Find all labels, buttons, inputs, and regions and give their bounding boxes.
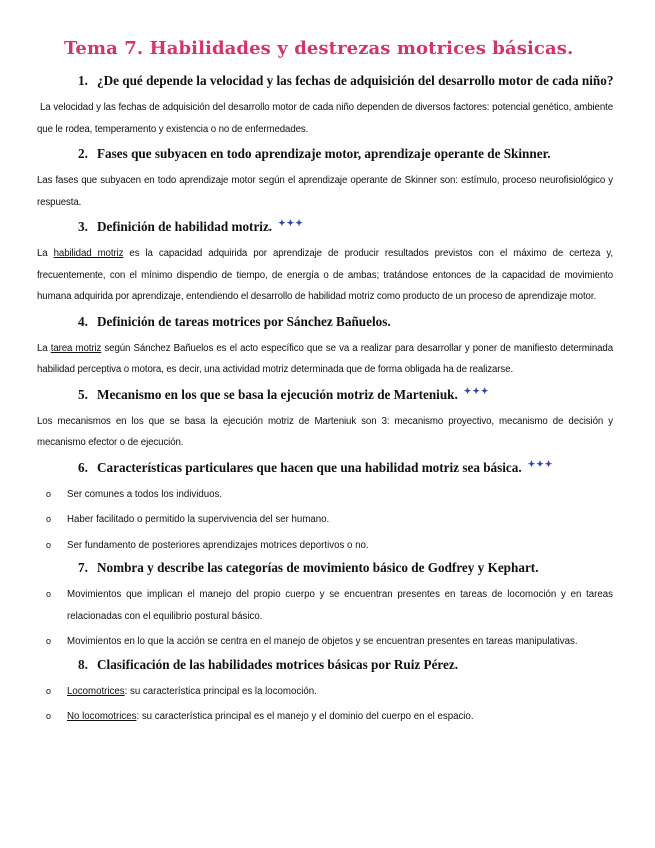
paragraph-prefix: La — [37, 248, 54, 259]
bullet-icon: o — [46, 514, 52, 524]
bullet-icon: o — [46, 589, 52, 599]
list-item-text: Movimientos que implican el manejo del propio cuerpo y se encuentran presentes en tareas de locomoción y en tareas relacionadas con el equilibrio postural básico. — [67, 589, 613, 622]
underlined-term: habilidad motriz — [53, 248, 124, 259]
star-icon: ✦✦✦ — [527, 458, 554, 469]
list-item — [46, 681, 613, 703]
list-item — [46, 484, 613, 506]
answer-paragraph-4 — [37, 338, 613, 381]
bullet-icon: o — [46, 636, 52, 646]
question-heading-4 — [78, 314, 613, 330]
paragraph-prefix: La — [37, 342, 51, 354]
question-heading-3 — [78, 219, 613, 235]
list-item-description: : su característica principal es el manejo y el dominio del cuerpo en el espacio. — [136, 711, 474, 722]
question-number: 5. — [78, 386, 88, 402]
underlined-term: No locomotrices — [67, 711, 137, 722]
question-heading-7 — [78, 560, 613, 576]
question-text: Nombra y describe las categorías de movimiento básico de Godfrey y Kephart. — [97, 560, 539, 575]
list-item-description: : su característica principal es la locomoción. — [124, 685, 317, 697]
question-text: Características particulares que hacen que una habilidad motriz sea básica. — [97, 459, 522, 475]
question-text: Clasificación de las habilidades motrices básicas por Ruiz Pérez. — [97, 656, 459, 672]
question-heading-1 — [78, 73, 613, 89]
question-text: Definición de habilidad motriz. — [97, 219, 273, 234]
question-number: 2. — [78, 146, 88, 161]
underlined-term: Locomotrices — [67, 685, 125, 697]
list-item — [46, 584, 613, 627]
answer-paragraph-3 — [37, 243, 613, 308]
list-item-text: Haber facilitado o permitido la supervivencia del ser humano. — [67, 514, 330, 525]
bullet-icon: o — [46, 685, 52, 696]
question-number: 3. — [78, 219, 88, 234]
star-icon: ✦✦✦ — [278, 218, 304, 228]
question-number: 8. — [78, 656, 88, 672]
answer-paragraph-5: Los mecanismos en los que se basa la ejecución motriz de Marteniuk son 3: mecanismo proyectivo, mecanismo de decisión y mecanismo efector o de ejecución. — [37, 415, 613, 448]
question-text: Fases que subyacen en todo aprendizaje motor, aprendizaje operante de Skinner. — [97, 146, 551, 161]
bullet-list-7 — [46, 584, 613, 653]
bullet-list-6 — [46, 484, 613, 557]
bullet-list-8 — [46, 681, 613, 728]
list-item-text: Movimientos en lo que la acción se centra en el manejo de objetos y se encuentran presentes en tareas manipulativas. — [67, 636, 578, 647]
question-heading-6 — [78, 460, 613, 476]
list-item — [46, 631, 613, 653]
list-item — [46, 509, 613, 531]
list-item — [46, 706, 613, 728]
answer-paragraph-1: La velocidad y las fechas de adquisición del desarrollo motor de cada niño dependen de diversos factores: potencial genético, ambiente que le rodea, temperamento y existencia o no de enfermedades. — [37, 102, 613, 135]
answer-paragraph-2: Las fases que subyacen en todo aprendizaje motor según el aprendizaje operante de Skinner son: estímulo, proceso neurofisiológico y respuesta. — [37, 175, 613, 208]
paragraph-text: según Sánchez Bañuelos es el acto específico que se va a realizar para desarrollar y poner de manifiesto determinada habilidad perceptiva o motora, es decir, una actividad motriz determinada que de forma obligada ha de realizarse. — [37, 342, 613, 375]
list-item — [46, 535, 613, 557]
list-item-text — [67, 706, 613, 728]
question-text: ¿De qué depende la velocidad y las fechas de adquisición del desarrollo motor de cada niño? — [97, 73, 614, 88]
star-icon: ✦✦✦ — [463, 385, 490, 396]
list-item-text — [67, 681, 613, 703]
question-number: 1. — [78, 73, 88, 88]
underlined-term: tarea motriz — [50, 342, 102, 354]
question-text: Mecanismo en los que se basa la ejecución motriz de Marteniuk. — [97, 386, 458, 402]
question-number: 6. — [78, 459, 88, 475]
question-heading-2 — [78, 146, 613, 162]
bullet-icon: o — [46, 539, 52, 550]
question-text: Definición de tareas motrices por Sánchez Bañuelos. — [97, 313, 391, 329]
question-number: 4. — [78, 313, 88, 329]
question-heading-5 — [78, 387, 613, 403]
paragraph-text: es la capacidad adquirida por aprendizaje de producir resultados previstos con el máximo de certeza y, frecuentemente, con el mínimo dispendio de tiempo, de energía o de ambas; tratándose entonces de la capacidad de movimiento humana adquirida por aprendizaje, entendiendo el desarrollo de habilidad motriz como producto de un proceso de aprendizaje motor. — [37, 248, 614, 302]
question-number: 7. — [78, 560, 88, 575]
bullet-icon: o — [46, 488, 52, 499]
list-item-text: Ser fundamento de posteriores aprendizajes motrices deportivos o no. — [67, 539, 369, 551]
bullet-icon: o — [46, 711, 52, 721]
list-item-text: Ser comunes a todos los individuos. — [67, 488, 223, 500]
question-heading-8 — [78, 657, 613, 673]
page-title: Tema 7. Habilidades y destrezas motrices básicas. — [64, 38, 574, 59]
